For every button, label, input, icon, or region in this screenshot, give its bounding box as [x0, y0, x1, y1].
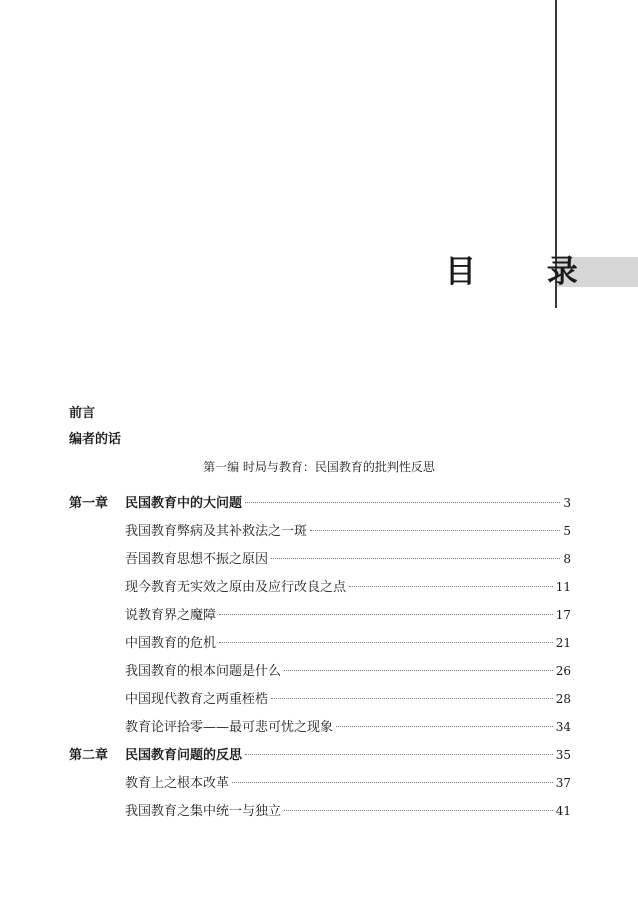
page-number: 17	[555, 608, 571, 622]
chapter-title: 民国教育问题的反思	[125, 748, 243, 763]
page-number: 26	[555, 664, 571, 678]
toc-chapter-2[interactable]	[69, 746, 571, 764]
entry-title: 我国教育的根本问题是什么	[125, 664, 282, 679]
entry-title: 说教育界之魔障	[125, 608, 217, 623]
entry-title: 我国教育之集中统一与独立	[125, 804, 282, 819]
toc-front-editor-note[interactable]: 编者的话	[69, 432, 122, 447]
dot-leader	[284, 670, 553, 671]
toc-entry[interactable]	[125, 662, 571, 680]
page-number: 34	[555, 720, 571, 734]
entry-title: 中国现代教育之两重桎梏	[125, 692, 269, 707]
entry-title: 现今教育无实效之原由及应行改良之点	[125, 580, 347, 595]
toc-entry[interactable]	[125, 578, 571, 596]
dot-leader	[310, 530, 560, 531]
page-number: 37	[555, 776, 571, 790]
dot-leader	[245, 754, 553, 755]
page-number: 35	[555, 748, 571, 762]
toc-entry[interactable]	[125, 522, 571, 540]
chapter-number: 第一章	[69, 496, 109, 511]
toc-front-preface[interactable]: 前言	[69, 406, 96, 421]
chapter-title: 民国教育中的大问题	[125, 496, 243, 511]
page-number: 28	[555, 692, 571, 706]
toc-entry[interactable]	[125, 718, 571, 736]
toc-entry[interactable]	[125, 690, 571, 708]
page-number: 3	[563, 496, 571, 510]
page-title: 目 录	[445, 254, 608, 290]
entry-title: 中国教育的危机	[125, 636, 217, 651]
entry-title: 教育论评拾零——最可悲可忧之现象	[125, 720, 334, 735]
entry-title: 教育上之根本改革	[125, 776, 230, 791]
toc-entry[interactable]	[125, 774, 571, 792]
page-number: 21	[555, 636, 571, 650]
dot-leader	[219, 614, 553, 615]
dot-leader	[219, 642, 553, 643]
page-number: 8	[563, 552, 571, 566]
dot-leader	[336, 726, 553, 727]
toc-entry[interactable]	[125, 634, 571, 652]
dot-leader	[232, 782, 553, 783]
toc-entry[interactable]	[125, 550, 571, 568]
chapter-number: 第二章	[69, 748, 109, 763]
toc-chapter-1[interactable]	[69, 494, 571, 512]
entry-title: 我国教育弊病及其补救法之一斑	[125, 524, 308, 539]
page-number: 5	[563, 524, 571, 538]
dot-leader	[271, 698, 553, 699]
dot-leader	[349, 586, 553, 587]
page-number: 11	[555, 580, 571, 594]
dot-leader	[271, 558, 560, 559]
dot-leader	[245, 502, 560, 503]
part-heading: 第一编 时局与教育：民国教育的批判性反思	[203, 460, 435, 474]
page-number: 41	[555, 804, 571, 818]
dot-leader	[284, 810, 553, 811]
toc-entry[interactable]	[125, 802, 571, 820]
entry-title: 吾国教育思想不振之原因	[125, 552, 269, 567]
toc-entry[interactable]	[125, 606, 571, 624]
